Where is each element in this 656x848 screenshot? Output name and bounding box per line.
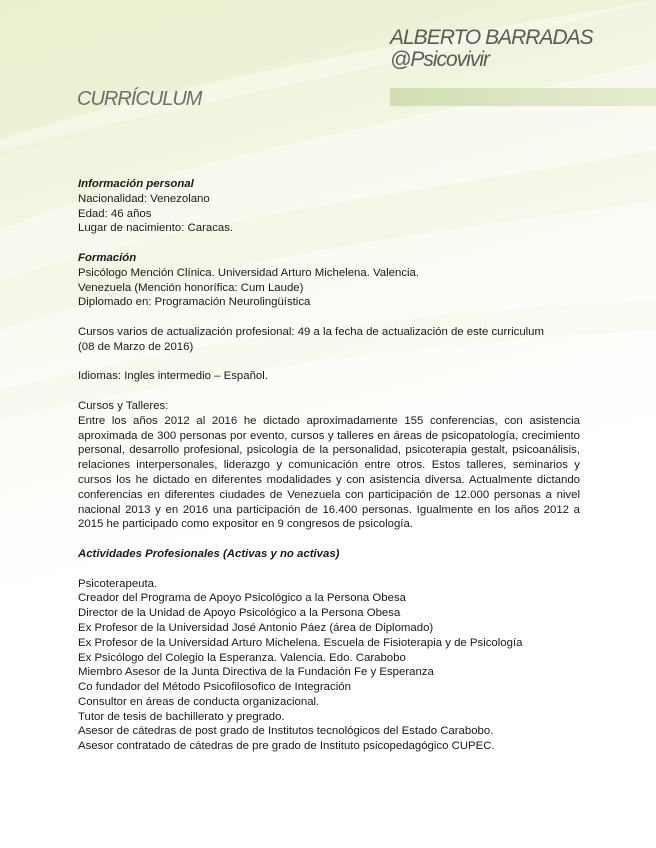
cv-content (78, 177, 580, 754)
author-name: ALBERTO BARRADAS (390, 26, 593, 49)
author-handle: @Psicovivir (390, 48, 489, 71)
list-item: Ex Psicólogo del Colegio la Esperanza. Valencia. Edo. Carabobo (78, 651, 406, 664)
languages-line: Idiomas: Ingles intermedio – Español. (78, 370, 268, 383)
list-item: Miembro Asesor de la Junta Directiva de la Fundación Fe y Esperanza (78, 666, 434, 679)
personal-age: Edad: 46 años (78, 207, 152, 220)
list-item: Tutor de tesis de bachillerato y pregrado. (78, 710, 285, 723)
list-item: Director de la Unidad de Apoyo Psicológico a la Persona Obesa (78, 607, 401, 620)
education-honors: Venezuela (Mención honorífica: Cum Laude) (78, 281, 304, 294)
list-item: Asesor contratado de cátedras de pre grado de Instituto psicopedagógico CUPEC. (78, 740, 495, 753)
header-band (390, 88, 656, 106)
list-item: Psicoterapeuta. (78, 577, 158, 590)
list-item: Asesor de cátedras de post grado de Institutos tecnológicos del Estado Carabobo. (78, 725, 494, 738)
list-item: Creador del Programa de Apoyo Psicológico a la Persona Obesa (78, 592, 406, 605)
list-item: Consultor en áreas de conducta organizacional. (78, 695, 320, 708)
list-item: Ex Profesor de la Universidad Arturo Michelena. Escuela de Fisioterapia y de Psicología (78, 636, 523, 649)
activities-list (78, 577, 580, 755)
personal-heading: Información personal (78, 178, 194, 190)
education-diploma: Diplomado en: Programación Neurolingüística (78, 296, 311, 309)
document-title: CURRÍCULUM (77, 88, 202, 110)
activities-heading: Actividades Profesionales (Activas y no activas) (78, 547, 340, 560)
courses-line-1: Cursos varios de actualización profesional: 49 a la fecha de actualización de este curriculum (78, 325, 545, 338)
personal-birthplace: Lugar de nacimiento: Caracas. (78, 222, 234, 235)
personal-nationality: Nacionalidad: Venezolano (78, 192, 210, 205)
author-header (390, 27, 593, 71)
courses-line-2: (08 de Marzo de 2016) (78, 340, 194, 353)
workshops-paragraph: Entre los años 2012 al 2016 he dictado aproximadamente 155 conferencias, con asistencia aproximada de 300 personas por evento, cursos y talleres en áreas de psicopatología, crecimiento personal, desarrollo profesional, psicología de la personalidad, psicoterapia gestalt, psicoanálisis, relaciones interpersonales, liderazgo y comunicación entre otros. Estos talleres, seminarios y cursos los he dictado en diferentes modalidades y con asistencia diversa. Actualmente dictando conferencias en diferentes ciudades de Venezuela con participación de 12.000 personas a nivel nacional 2013 y en 2016 una participación de 16.400 personas. Igualmente en los años 2012 a 2015 he participado como expositor en 9 congresos de psicología. (78, 414, 580, 531)
workshops-heading: Cursos y Talleres: (78, 399, 169, 412)
education-degree: Psicólogo Mención Clínica. Universidad Arturo Michelena. Valencia. (78, 266, 420, 279)
education-heading: Formación (78, 251, 137, 264)
list-item: Co fundador del Método Psicofilosofico de Integración (78, 681, 351, 694)
list-item: Ex Profesor de la Universidad José Antonio Páez (área de Diplomado) (78, 621, 434, 634)
